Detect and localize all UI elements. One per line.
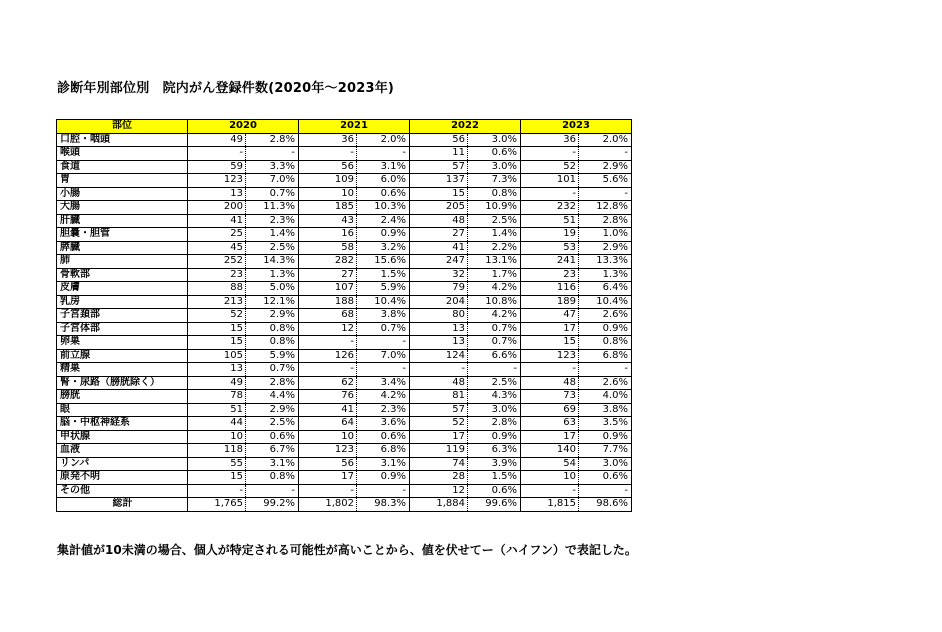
percent-cell: 2.8% xyxy=(246,376,299,390)
percent-cell: 6.4% xyxy=(579,282,632,296)
count-cell: 53 xyxy=(521,241,579,255)
count-cell: 62 xyxy=(299,376,357,390)
percent-cell: - xyxy=(357,484,410,498)
table-row xyxy=(57,295,632,309)
count-cell: - xyxy=(410,363,468,377)
percent-cell: 3.8% xyxy=(357,309,410,323)
percent-cell: 0.9% xyxy=(357,471,410,485)
table-row xyxy=(57,430,632,444)
count-cell: 189 xyxy=(521,295,579,309)
percent-cell: 0.6% xyxy=(246,430,299,444)
table-row xyxy=(57,160,632,174)
table-row xyxy=(57,457,632,471)
count-cell: - xyxy=(521,187,579,201)
table-row xyxy=(57,417,632,431)
count-cell: 48 xyxy=(410,214,468,228)
count-cell: 109 xyxy=(299,174,357,188)
site-name: 胆嚢・胆管 xyxy=(57,228,188,242)
count-cell: 101 xyxy=(521,174,579,188)
header-year: 2022 xyxy=(410,120,521,134)
table-row xyxy=(57,376,632,390)
percent-cell: - xyxy=(357,336,410,350)
percent-cell: 0.6% xyxy=(579,471,632,485)
percent-cell: 0.6% xyxy=(468,147,521,161)
site-name: 血液 xyxy=(57,444,188,458)
count-cell: 59 xyxy=(188,160,246,174)
count-cell: 74 xyxy=(410,457,468,471)
site-name: 乳房 xyxy=(57,295,188,309)
total-percent: 99.2% xyxy=(246,498,299,512)
count-cell: 69 xyxy=(521,403,579,417)
count-cell: 126 xyxy=(299,349,357,363)
percent-cell: 7.3% xyxy=(468,174,521,188)
percent-cell: 7.0% xyxy=(357,349,410,363)
percent-cell: 5.6% xyxy=(579,174,632,188)
count-cell: 10 xyxy=(188,430,246,444)
site-name: 骨軟部 xyxy=(57,268,188,282)
count-cell: 13 xyxy=(410,322,468,336)
count-cell: 17 xyxy=(410,430,468,444)
percent-cell: 0.8% xyxy=(246,471,299,485)
cancer-registry-table xyxy=(56,119,632,512)
table-row xyxy=(57,444,632,458)
percent-cell: 6.3% xyxy=(468,444,521,458)
count-cell: 47 xyxy=(521,309,579,323)
percent-cell: 4.2% xyxy=(468,282,521,296)
percent-cell: 1.7% xyxy=(468,268,521,282)
header-year: 2020 xyxy=(188,120,299,134)
percent-cell: 0.9% xyxy=(357,228,410,242)
site-name: 精巣 xyxy=(57,363,188,377)
percent-cell: 2.2% xyxy=(468,241,521,255)
percent-cell: 3.0% xyxy=(468,133,521,147)
percent-cell: 12.8% xyxy=(579,201,632,215)
percent-cell: 14.3% xyxy=(246,255,299,269)
count-cell: 205 xyxy=(410,201,468,215)
count-cell: - xyxy=(299,363,357,377)
percent-cell: 2.5% xyxy=(468,376,521,390)
count-cell: 185 xyxy=(299,201,357,215)
percent-cell: 2.6% xyxy=(579,309,632,323)
count-cell: 51 xyxy=(188,403,246,417)
site-name: 喉頭 xyxy=(57,147,188,161)
table-row xyxy=(57,363,632,377)
count-cell: 17 xyxy=(521,322,579,336)
count-cell: 23 xyxy=(188,268,246,282)
percent-cell: 2.4% xyxy=(357,214,410,228)
total-percent: 98.6% xyxy=(579,498,632,512)
site-name: 小腸 xyxy=(57,187,188,201)
count-cell: 32 xyxy=(410,268,468,282)
percent-cell: 13.3% xyxy=(579,255,632,269)
percent-cell: 2.5% xyxy=(468,214,521,228)
count-cell: 10 xyxy=(299,187,357,201)
count-cell: 52 xyxy=(188,309,246,323)
percent-cell: 1.3% xyxy=(579,268,632,282)
percent-cell: 0.8% xyxy=(246,336,299,350)
percent-cell: 7.7% xyxy=(579,444,632,458)
table-row xyxy=(57,349,632,363)
percent-cell: 3.8% xyxy=(579,403,632,417)
count-cell: 27 xyxy=(410,228,468,242)
count-cell: 73 xyxy=(521,390,579,404)
percent-cell: 0.7% xyxy=(468,322,521,336)
count-cell: 123 xyxy=(188,174,246,188)
count-cell: 200 xyxy=(188,201,246,215)
count-cell: 213 xyxy=(188,295,246,309)
page-title: 診断年別部位別 院内がん登録件数(2020年～2023年) xyxy=(57,81,395,96)
header-year: 2023 xyxy=(521,120,632,134)
percent-cell: - xyxy=(468,363,521,377)
site-name: 食道 xyxy=(57,160,188,174)
percent-cell: 2.8% xyxy=(468,417,521,431)
count-cell: 57 xyxy=(410,403,468,417)
percent-cell: 1.5% xyxy=(357,268,410,282)
total-label: 総計 xyxy=(57,498,188,512)
header-site: 部位 xyxy=(57,120,188,134)
count-cell: 52 xyxy=(410,417,468,431)
count-cell: 48 xyxy=(410,376,468,390)
count-cell: 78 xyxy=(188,390,246,404)
count-cell: 123 xyxy=(299,444,357,458)
count-cell: 56 xyxy=(299,160,357,174)
count-cell: 15 xyxy=(188,322,246,336)
count-cell: 41 xyxy=(188,214,246,228)
percent-cell: 10.8% xyxy=(468,295,521,309)
percent-cell: 2.5% xyxy=(246,417,299,431)
table-row xyxy=(57,309,632,323)
count-cell: 49 xyxy=(188,376,246,390)
site-name: 原発不明 xyxy=(57,471,188,485)
count-cell: 140 xyxy=(521,444,579,458)
percent-cell: 3.3% xyxy=(246,160,299,174)
table-row xyxy=(57,133,632,147)
table-row xyxy=(57,255,632,269)
percent-cell: 2.3% xyxy=(246,214,299,228)
count-cell: - xyxy=(521,147,579,161)
count-cell: 16 xyxy=(299,228,357,242)
site-name: 皮膚 xyxy=(57,282,188,296)
count-cell: 51 xyxy=(521,214,579,228)
percent-cell: - xyxy=(357,363,410,377)
count-cell: 107 xyxy=(299,282,357,296)
percent-cell: 3.5% xyxy=(579,417,632,431)
table-row xyxy=(57,241,632,255)
percent-cell: 0.6% xyxy=(468,484,521,498)
percent-cell: 2.0% xyxy=(579,133,632,147)
site-name: 前立腺 xyxy=(57,349,188,363)
count-cell: 12 xyxy=(410,484,468,498)
percent-cell: 1.5% xyxy=(468,471,521,485)
table-row xyxy=(57,484,632,498)
percent-cell: 2.9% xyxy=(579,160,632,174)
percent-cell: 3.9% xyxy=(468,457,521,471)
percent-cell: 2.6% xyxy=(579,376,632,390)
count-cell: - xyxy=(299,147,357,161)
count-cell: 43 xyxy=(299,214,357,228)
count-cell: 119 xyxy=(410,444,468,458)
count-cell: 45 xyxy=(188,241,246,255)
count-cell: 17 xyxy=(299,471,357,485)
percent-cell: 6.8% xyxy=(579,349,632,363)
percent-cell: 10.4% xyxy=(357,295,410,309)
percent-cell: 4.3% xyxy=(468,390,521,404)
count-cell: 25 xyxy=(188,228,246,242)
count-cell: 56 xyxy=(410,133,468,147)
count-cell: 28 xyxy=(410,471,468,485)
percent-cell: 10.9% xyxy=(468,201,521,215)
percent-cell: 3.4% xyxy=(357,376,410,390)
count-cell: 88 xyxy=(188,282,246,296)
percent-cell: 3.0% xyxy=(468,160,521,174)
count-cell: 116 xyxy=(521,282,579,296)
table-row xyxy=(57,322,632,336)
site-name: 口腔・咽頭 xyxy=(57,133,188,147)
table-header-row xyxy=(57,120,632,134)
site-name: その他 xyxy=(57,484,188,498)
percent-cell: - xyxy=(579,484,632,498)
table-row xyxy=(57,174,632,188)
total-count: 1,802 xyxy=(299,498,357,512)
count-cell: 137 xyxy=(410,174,468,188)
percent-cell: 5.9% xyxy=(357,282,410,296)
count-cell: 15 xyxy=(188,336,246,350)
table-row xyxy=(57,201,632,215)
count-cell: 204 xyxy=(410,295,468,309)
table-row xyxy=(57,268,632,282)
count-cell: 68 xyxy=(299,309,357,323)
count-cell: 12 xyxy=(299,322,357,336)
site-name: 膀胱 xyxy=(57,390,188,404)
count-cell: 48 xyxy=(521,376,579,390)
count-cell: 41 xyxy=(410,241,468,255)
site-name: リンパ xyxy=(57,457,188,471)
percent-cell: 3.6% xyxy=(357,417,410,431)
total-count: 1,884 xyxy=(410,498,468,512)
total-row xyxy=(57,498,632,512)
percent-cell: 0.8% xyxy=(468,187,521,201)
count-cell: 41 xyxy=(299,403,357,417)
count-cell: 81 xyxy=(410,390,468,404)
percent-cell: 0.9% xyxy=(579,322,632,336)
site-name: 卵巣 xyxy=(57,336,188,350)
count-cell: 252 xyxy=(188,255,246,269)
header-year: 2021 xyxy=(299,120,410,134)
count-cell: 79 xyxy=(410,282,468,296)
count-cell: 123 xyxy=(521,349,579,363)
percent-cell: 1.3% xyxy=(246,268,299,282)
percent-cell: 13.1% xyxy=(468,255,521,269)
table-row xyxy=(57,471,632,485)
count-cell: 15 xyxy=(188,471,246,485)
count-cell: 11 xyxy=(410,147,468,161)
percent-cell: 5.0% xyxy=(246,282,299,296)
percent-cell: - xyxy=(579,187,632,201)
table-row xyxy=(57,336,632,350)
count-cell: 188 xyxy=(299,295,357,309)
count-cell: 282 xyxy=(299,255,357,269)
site-name: 胃 xyxy=(57,174,188,188)
site-name: 子宮体部 xyxy=(57,322,188,336)
percent-cell: 0.7% xyxy=(246,187,299,201)
percent-cell: 4.0% xyxy=(579,390,632,404)
percent-cell: - xyxy=(579,147,632,161)
percent-cell: 0.6% xyxy=(357,187,410,201)
percent-cell: 2.0% xyxy=(357,133,410,147)
table-row xyxy=(57,282,632,296)
percent-cell: 4.2% xyxy=(357,390,410,404)
percent-cell: 15.6% xyxy=(357,255,410,269)
footnote: 集計値が10未満の場合、個人が特定される可能性が高いことから、値を伏せてー（ハイフン）で表記した。 xyxy=(57,543,637,557)
percent-cell: 6.7% xyxy=(246,444,299,458)
count-cell: 76 xyxy=(299,390,357,404)
count-cell: 54 xyxy=(521,457,579,471)
count-cell: 36 xyxy=(521,133,579,147)
percent-cell: 0.8% xyxy=(579,336,632,350)
percent-cell: 2.9% xyxy=(246,403,299,417)
percent-cell: - xyxy=(246,484,299,498)
percent-cell: 2.8% xyxy=(246,133,299,147)
count-cell: 17 xyxy=(521,430,579,444)
site-name: 脳・中枢神経系 xyxy=(57,417,188,431)
percent-cell: 4.4% xyxy=(246,390,299,404)
total-count: 1,765 xyxy=(188,498,246,512)
count-cell: 10 xyxy=(299,430,357,444)
percent-cell: 11.3% xyxy=(246,201,299,215)
count-cell: 118 xyxy=(188,444,246,458)
table-row xyxy=(57,390,632,404)
percent-cell: 1.4% xyxy=(468,228,521,242)
count-cell: 232 xyxy=(521,201,579,215)
count-cell: 124 xyxy=(410,349,468,363)
total-percent: 99.6% xyxy=(468,498,521,512)
count-cell: - xyxy=(521,363,579,377)
percent-cell: 12.1% xyxy=(246,295,299,309)
count-cell: - xyxy=(188,484,246,498)
count-cell: - xyxy=(299,336,357,350)
count-cell: 52 xyxy=(521,160,579,174)
total-count: 1,815 xyxy=(521,498,579,512)
percent-cell: 10.4% xyxy=(579,295,632,309)
percent-cell: 0.6% xyxy=(357,430,410,444)
count-cell: 57 xyxy=(410,160,468,174)
count-cell: 15 xyxy=(521,336,579,350)
percent-cell: 2.8% xyxy=(579,214,632,228)
total-percent: 98.3% xyxy=(357,498,410,512)
count-cell: 36 xyxy=(299,133,357,147)
count-cell: 13 xyxy=(188,363,246,377)
percent-cell: - xyxy=(579,363,632,377)
table-row xyxy=(57,187,632,201)
percent-cell: 2.9% xyxy=(579,241,632,255)
percent-cell: - xyxy=(246,147,299,161)
percent-cell: 0.9% xyxy=(579,430,632,444)
percent-cell: 2.3% xyxy=(357,403,410,417)
percent-cell: 0.7% xyxy=(357,322,410,336)
count-cell: 241 xyxy=(521,255,579,269)
percent-cell: 3.1% xyxy=(357,457,410,471)
site-name: 子宮頚部 xyxy=(57,309,188,323)
percent-cell: 7.0% xyxy=(246,174,299,188)
percent-cell: 3.0% xyxy=(468,403,521,417)
table-row xyxy=(57,228,632,242)
site-name: 肝臓 xyxy=(57,214,188,228)
count-cell: 27 xyxy=(299,268,357,282)
site-name: 膵臓 xyxy=(57,241,188,255)
percent-cell: 4.2% xyxy=(468,309,521,323)
percent-cell: 6.6% xyxy=(468,349,521,363)
percent-cell: 6.8% xyxy=(357,444,410,458)
count-cell: - xyxy=(299,484,357,498)
percent-cell: - xyxy=(357,147,410,161)
count-cell: 23 xyxy=(521,268,579,282)
count-cell: 105 xyxy=(188,349,246,363)
site-name: 肺 xyxy=(57,255,188,269)
percent-cell: 10.3% xyxy=(357,201,410,215)
count-cell: - xyxy=(521,484,579,498)
count-cell: 58 xyxy=(299,241,357,255)
count-cell: 19 xyxy=(521,228,579,242)
count-cell: 64 xyxy=(299,417,357,431)
count-cell: 44 xyxy=(188,417,246,431)
site-name: 大腸 xyxy=(57,201,188,215)
count-cell: 10 xyxy=(521,471,579,485)
count-cell: 55 xyxy=(188,457,246,471)
percent-cell: 3.0% xyxy=(579,457,632,471)
percent-cell: 2.9% xyxy=(246,309,299,323)
table-row xyxy=(57,147,632,161)
percent-cell: 1.0% xyxy=(579,228,632,242)
count-cell: 56 xyxy=(299,457,357,471)
site-name: 甲状腺 xyxy=(57,430,188,444)
count-cell: 13 xyxy=(188,187,246,201)
percent-cell: 0.7% xyxy=(246,363,299,377)
table-body xyxy=(57,133,632,498)
percent-cell: 0.8% xyxy=(246,322,299,336)
count-cell: 15 xyxy=(410,187,468,201)
percent-cell: 5.9% xyxy=(246,349,299,363)
count-cell: 49 xyxy=(188,133,246,147)
count-cell: - xyxy=(188,147,246,161)
percent-cell: 3.2% xyxy=(357,241,410,255)
count-cell: 63 xyxy=(521,417,579,431)
count-cell: 80 xyxy=(410,309,468,323)
percent-cell: 6.0% xyxy=(357,174,410,188)
table-row xyxy=(57,403,632,417)
table-row xyxy=(57,214,632,228)
count-cell: 13 xyxy=(410,336,468,350)
site-name: 眼 xyxy=(57,403,188,417)
percent-cell: 1.4% xyxy=(246,228,299,242)
percent-cell: 0.9% xyxy=(468,430,521,444)
percent-cell: 0.7% xyxy=(468,336,521,350)
count-cell: 247 xyxy=(410,255,468,269)
site-name: 腎・尿路（膀胱除く） xyxy=(57,376,188,390)
percent-cell: 2.5% xyxy=(246,241,299,255)
percent-cell: 3.1% xyxy=(246,457,299,471)
percent-cell: 3.1% xyxy=(357,160,410,174)
